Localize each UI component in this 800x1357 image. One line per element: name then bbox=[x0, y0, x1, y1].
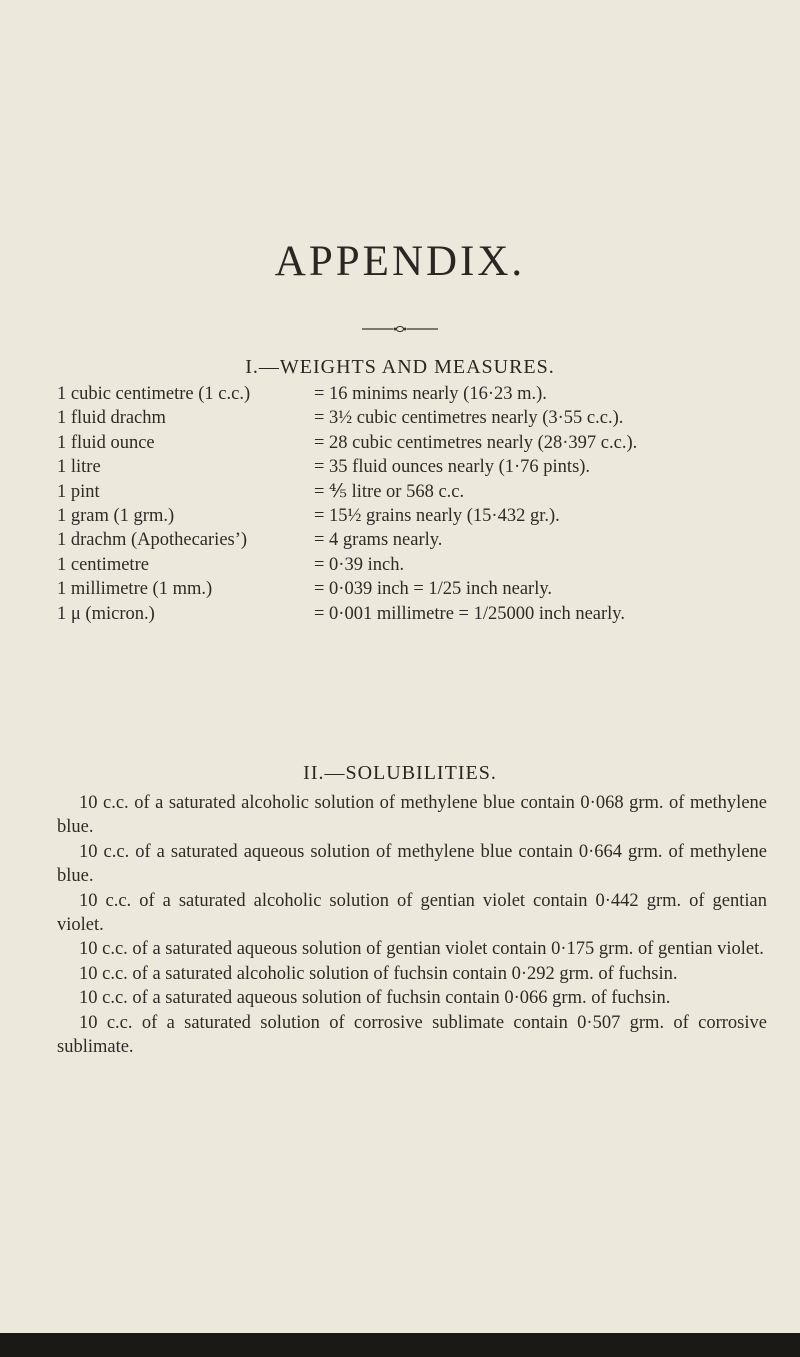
weights-row bbox=[57, 382, 777, 406]
solubility-paragraph: 10 c.c. of a saturated solution of corrosive sublimate contain 0·507 grm. of corrosive sublimate. bbox=[57, 1012, 767, 1058]
weights-row bbox=[57, 528, 777, 552]
solubility-paragraph: 10 c.c. of a saturated aqueous solution of methylene blue contain 0·664 grm. of methylene blue. bbox=[57, 841, 767, 887]
weights-unit: 1 litre bbox=[57, 457, 101, 478]
weights-unit: 1 millimetre (1 mm.) bbox=[57, 579, 213, 600]
solubility-paragraph: 10 c.c. of a saturated aqueous solution of gentian violet contain 0·175 grm. of gentian violet. bbox=[79, 939, 764, 960]
solubility-paragraph: 10 c.c. of a saturated alcoholic solution of methylene blue contain 0·068 grm. of methylene blue. bbox=[57, 793, 767, 838]
weights-value: = 15½ grains nearly (15·432 gr.). bbox=[314, 505, 560, 526]
weights-unit: 1 fluid ounce bbox=[57, 432, 155, 453]
weights-table bbox=[57, 382, 777, 626]
weights-value: = 0·001 millimetre = 1/25000 inch nearly. bbox=[314, 603, 625, 624]
weights-row bbox=[57, 602, 777, 626]
solubility-paragraph: 10 c.c. of a saturated aqueous solution of fuchsin contain 0·066 grm. of fuchsin. bbox=[79, 988, 671, 1009]
weights-value: = 0·39 inch. bbox=[314, 554, 405, 575]
page-title: APPENDIX. bbox=[274, 238, 526, 285]
weights-row bbox=[57, 431, 777, 455]
page-edge-shadow bbox=[0, 1333, 800, 1357]
weights-value: = 16 minims nearly (16·23 m.). bbox=[314, 384, 547, 404]
weights-value: = ⅘ litre or 568 c.c. bbox=[314, 481, 465, 502]
weights-unit: 1 μ (micron.) bbox=[57, 603, 155, 624]
weights-value: = 28 cubic centimetres nearly (28·397 c.c.). bbox=[314, 432, 638, 453]
weights-row bbox=[57, 455, 777, 479]
weights-unit: 1 fluid drachm bbox=[57, 408, 166, 429]
weights-row bbox=[57, 553, 777, 577]
solubilities-list bbox=[57, 791, 767, 1059]
weights-value: = 0·039 inch = 1/25 inch nearly. bbox=[314, 579, 553, 600]
ornament-divider bbox=[362, 324, 438, 334]
weights-value: = 4 grams nearly. bbox=[314, 530, 443, 551]
weights-value: = 3½ cubic centimetres nearly (3·55 c.c.). bbox=[314, 408, 624, 429]
weights-row bbox=[57, 504, 777, 528]
weights-value: = 35 fluid ounces nearly (1·76 pints). bbox=[314, 457, 591, 478]
weights-row bbox=[57, 406, 777, 430]
weights-unit: 1 centimetre bbox=[57, 554, 149, 575]
weights-row bbox=[57, 577, 777, 601]
weights-unit: 1 pint bbox=[57, 481, 100, 502]
weights-unit: 1 drachm (Apothecaries’) bbox=[57, 530, 248, 551]
weights-unit: 1 cubic centimetre (1 c.c.) bbox=[57, 384, 251, 404]
solubility-paragraph: 10 c.c. of a saturated alcoholic solution of gentian violet contain 0·442 grm. of gentian violet. bbox=[57, 890, 767, 936]
weights-row bbox=[57, 480, 777, 504]
solubility-paragraph: 10 c.c. of a saturated alcoholic solution of fuchsin contain 0·292 grm. of fuchsin. bbox=[79, 963, 678, 984]
weights-unit: 1 gram (1 grm.) bbox=[57, 505, 175, 526]
solubilities-heading: II.—SOLUBILITIES. bbox=[303, 762, 497, 784]
weights-heading: I.—WEIGHTS AND MEASURES. bbox=[245, 356, 555, 378]
